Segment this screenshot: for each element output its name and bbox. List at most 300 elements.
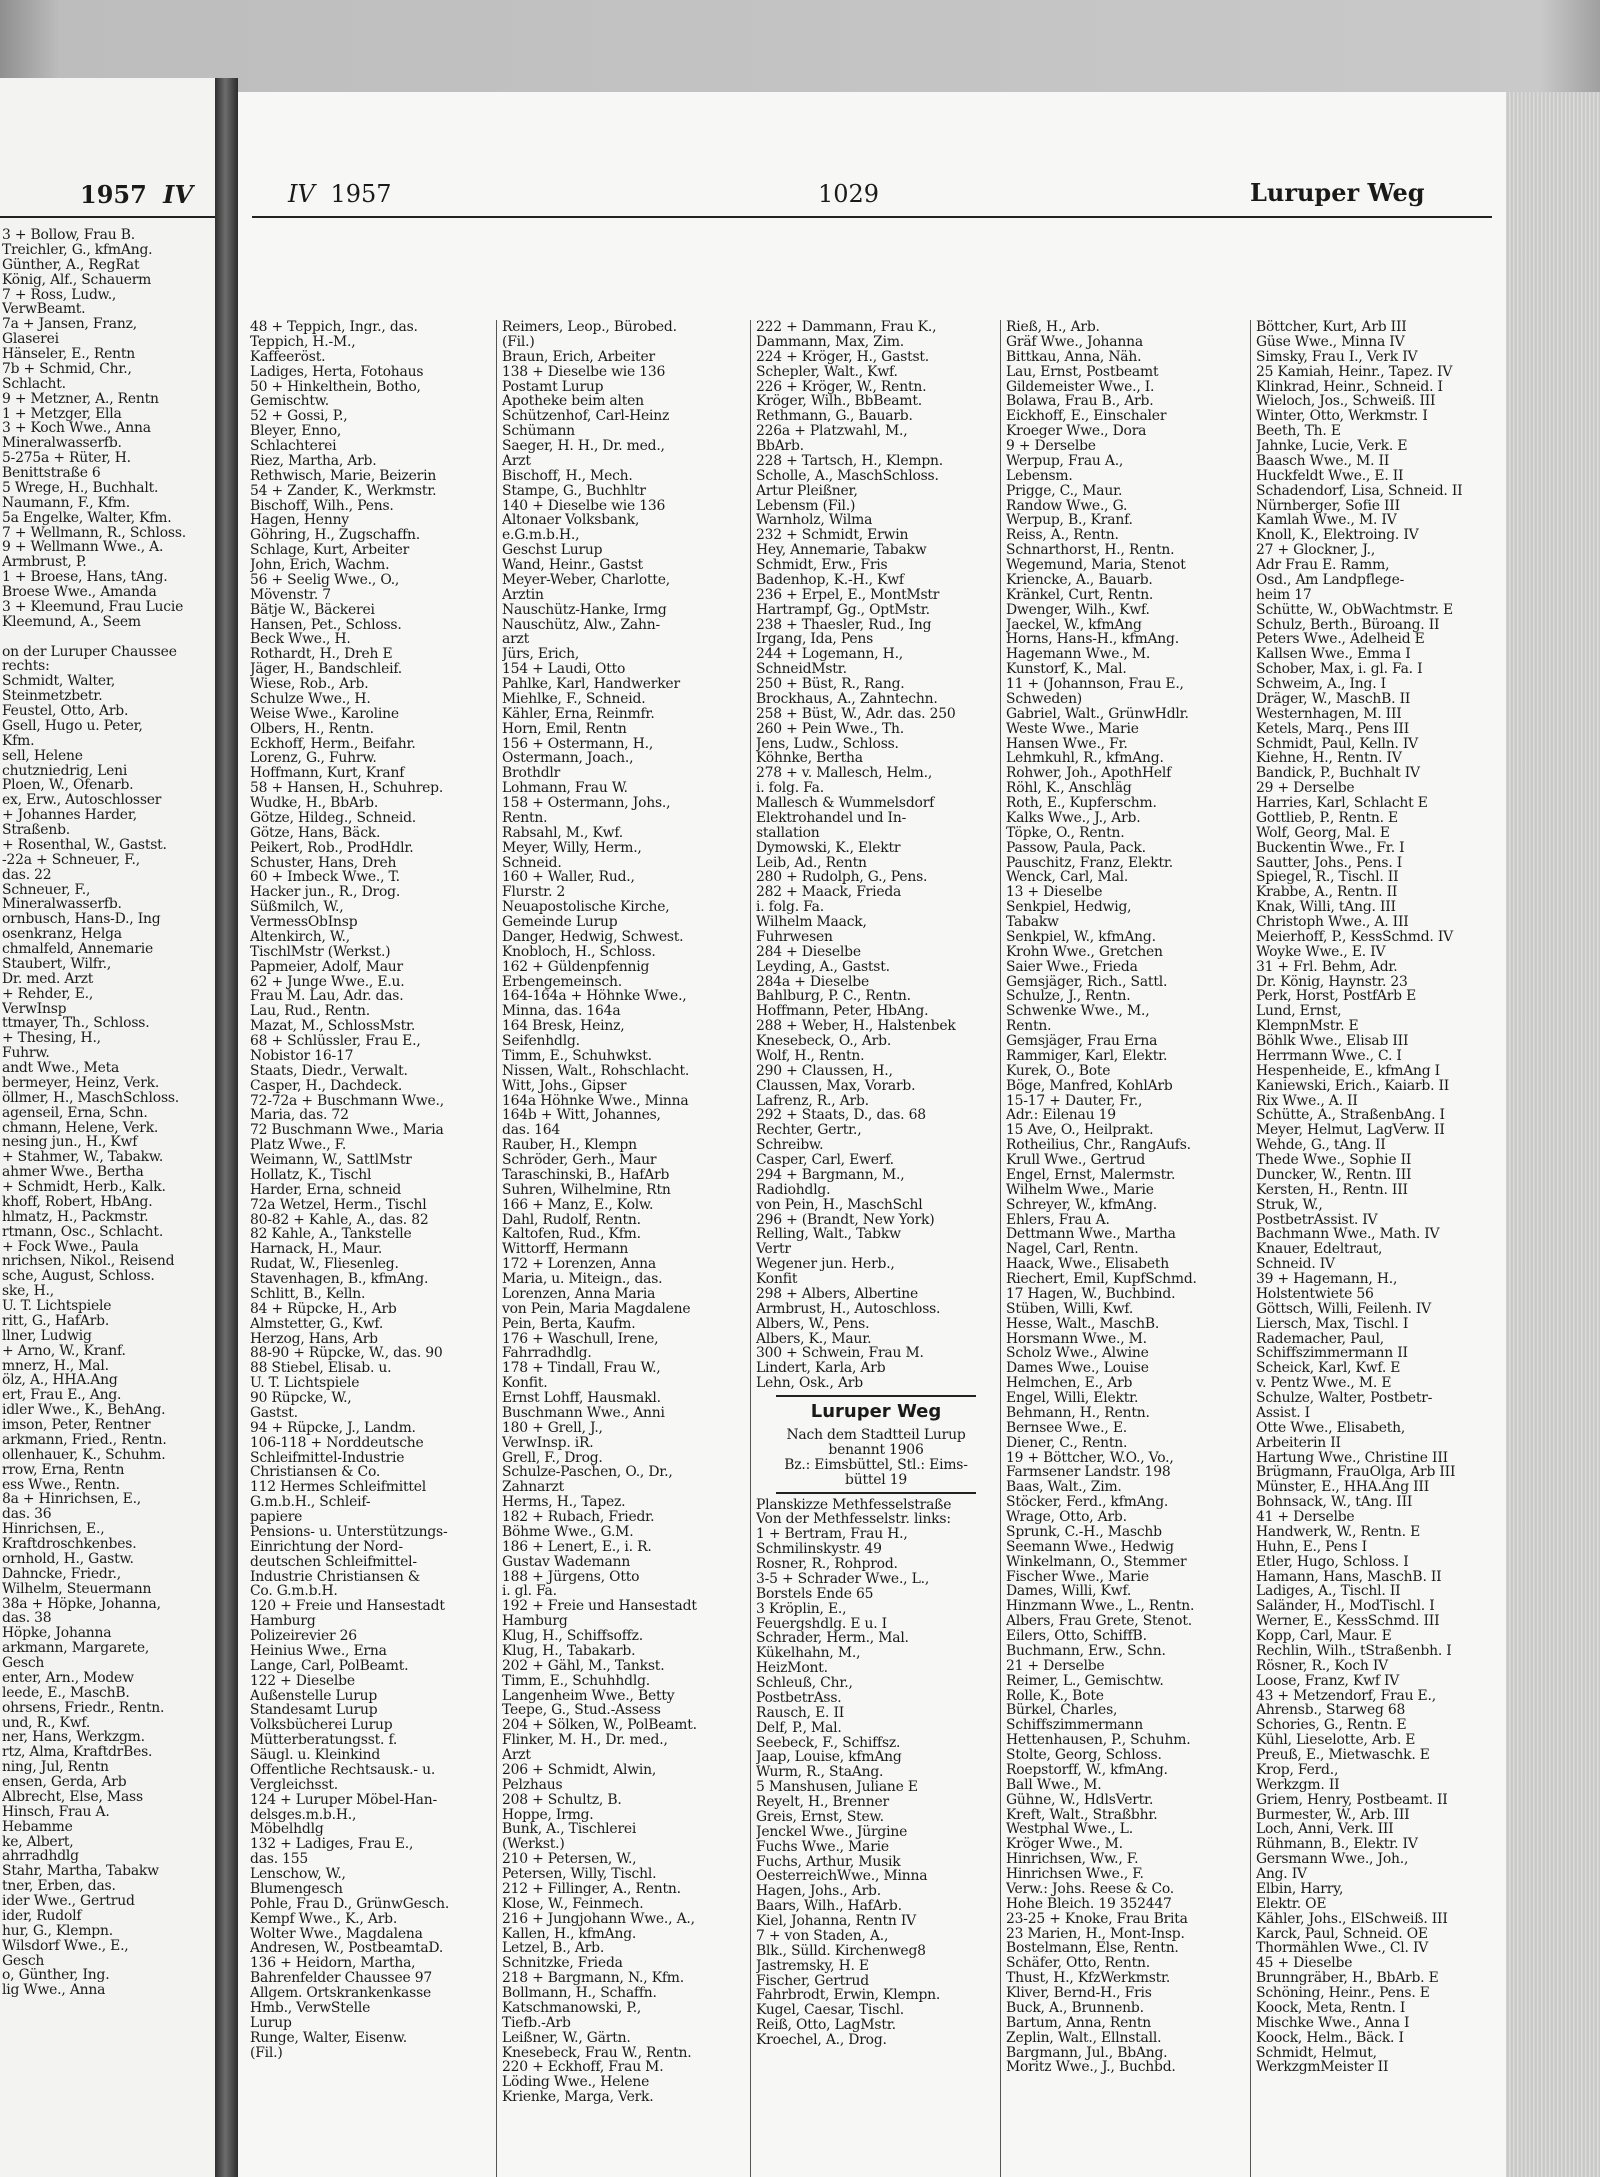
directory-entry-line: Irgang, Ida, Pens [756, 632, 874, 648]
directory-entry-line: Adr Frau E. Ramm, [1256, 558, 1390, 573]
directory-entry-line: Preuß, E., Mietwaschk. E [1256, 1748, 1430, 1763]
directory-entry-line: Bätje W., Bäckerei [250, 602, 375, 618]
column-2 [502, 320, 746, 2105]
directory-entry-line: chmann, Helene, Verk. [2, 1120, 159, 1136]
directory-entry-line: Wilhelm Maack, [756, 915, 867, 930]
directory-entry-line: Buchmann, Erw., Schn. [1006, 1643, 1166, 1659]
directory-entry-line: Saländer, H., ModTischl. I [1256, 1599, 1435, 1615]
directory-entry-line: Heinius Wwe., Erna [250, 1643, 387, 1659]
directory-entry-line: Maria, u. Miteign., das. [502, 1272, 663, 1287]
directory-entry-line: Ladiges, A., Tischl. II [1256, 1584, 1401, 1600]
directory-entry-line: Eickhoff, E., Einschaler [1006, 409, 1167, 425]
directory-entry-line: 7 + Ross, Ludw., [2, 287, 117, 303]
directory-entry-line: Krienke, Marga, Verk. [502, 2090, 654, 2105]
directory-entry-line: Bachmann Wwe., Math. IV [1256, 1227, 1440, 1243]
directory-entry-line: Buckentin Wwe., Fr. I [1256, 840, 1405, 856]
directory-entry-line: 280 + Rudolph, G., Pens. [756, 870, 928, 886]
directory-entry-line: 154 + Laudi, Otto [502, 662, 626, 677]
directory-entry-line: Otte Wwe., Elisabeth, [1256, 1420, 1406, 1436]
directory-entry-line: Zahnarzt [502, 1480, 565, 1496]
directory-entry-line: Leib, Ad., Rentn [756, 855, 867, 871]
directory-entry-line: Roth, E., Kupferschm. [1006, 796, 1157, 811]
directory-entry-line: ritt, G., HafArb. [2, 1313, 110, 1329]
directory-entry-line: chutzniedrig, Leni [2, 763, 128, 779]
directory-entry-line: stallation [756, 825, 820, 841]
directory-entry-line: Wieloch, Jos., Schweiß. III [1256, 394, 1436, 410]
directory-entry-line: Weste Wwe., Marie [1006, 721, 1139, 737]
directory-entry-line: Stöcker, Ferd., kfmAng. [1006, 1495, 1169, 1510]
directory-entry-line: Tiefb.-Arb [502, 2015, 571, 2031]
directory-entry-line: Rotheilius, Chr., RangAufs. [1006, 1138, 1191, 1153]
directory-entry-line: Winkelmann, O., Stemmer [1006, 1554, 1187, 1570]
directory-entry-line: Pohle, Frau D., GrünwGesch. [250, 1896, 450, 1912]
directory-entry-line: Lund, Ernst, [1256, 1004, 1342, 1020]
directory-entry-line: 45 + Dieselbe [1256, 1956, 1353, 1972]
directory-entry-line: Saeger, H. H., Dr. med., [502, 439, 665, 454]
book-gutter [215, 78, 238, 2177]
directory-entry-line: Andresen, W., PostbeamtaD. [250, 1941, 444, 1957]
directory-entry-line: enter, Arn., Modew [2, 1670, 134, 1686]
directory-entry-line: Apotheke beim alten [502, 394, 644, 410]
directory-entry-line: + Arno, W., Kranf. [2, 1343, 126, 1359]
directory-entry-line: 52 + Gossi, P., [250, 409, 348, 425]
directory-entry-line: leede, E., MaschB. [2, 1685, 130, 1701]
directory-entry-line: -22a + Schneuer, F., [2, 852, 140, 868]
directory-entry-line: Rieß, H., Arb. [1006, 320, 1100, 335]
directory-entry-line: Kroeger Wwe., Dora [1006, 424, 1147, 439]
directory-entry-line: Wand, Heinr., Gastst [502, 558, 643, 573]
directory-entry-line: 136 + Heidorn, Martha, [250, 1956, 416, 1972]
directory-entry-line: Fuchs, Arthur, Musik [756, 1854, 901, 1870]
directory-entry-line: Letzel, B., Arb. [502, 1941, 605, 1957]
directory-entry-line: Hamburg [502, 1614, 568, 1629]
directory-entry-line: ex, Erw., Autoschlosser [2, 793, 162, 809]
directory-entry-line: 208 + Schultz, B. [502, 1792, 622, 1808]
directory-entry-line: 15 Ave, O., Heilprakt. [1006, 1123, 1154, 1139]
directory-entry-line: 72a Wetzel, Herm., Tischl [250, 1197, 427, 1213]
directory-entry-line: Wilhelm, Steuermann [2, 1581, 152, 1597]
directory-entry-line: Hesse, Walt., MaschB. [1006, 1316, 1160, 1332]
directory-entry-line: Sprunk, C.-H., Maschb [1006, 1524, 1162, 1540]
directory-entry-line: Schümann [502, 424, 575, 439]
directory-entry-line: 60 + Imbeck Wwe., T. [250, 870, 400, 886]
left-column [2, 228, 217, 1998]
directory-entry-line: Albrecht, Else, Mass [2, 1789, 143, 1805]
directory-entry-line: Assist. I [1256, 1405, 1310, 1421]
directory-entry-line: 38a + Höpke, Johanna, [2, 1596, 161, 1612]
directory-entry-line: Brügmann, FrauOlga, Arb III [1256, 1465, 1456, 1481]
directory-entry-line: (Fil.) [502, 334, 535, 350]
directory-entry-line: Spiegel, R., Tischl. II [1256, 870, 1399, 886]
directory-entry-line: Werpup, Frau A., [1006, 453, 1124, 469]
directory-entry-line: Wiese, Rob., Arb. [250, 677, 369, 692]
directory-entry-line: Stampe, G., Buchhltr [502, 483, 646, 499]
directory-entry-line: Kliver, Bernd-H., Fris [1006, 1986, 1152, 2001]
directory-entry-line: 176 + Waschull, Irene, [502, 1331, 659, 1347]
directory-entry-line: Timm, E., Schuhwkst. [502, 1048, 652, 1064]
directory-entry-line: i. folg. Fa. [756, 781, 824, 796]
directory-entry-line: Brockhaus, A., Zahntechn. [756, 691, 938, 707]
directory-entry-line: Wrage, Otto, Arb. [1006, 1510, 1127, 1525]
directory-entry-line: Westernhagen, M. III [1256, 706, 1402, 722]
directory-entry-line: Hmb., VerwStelle [250, 2000, 371, 2016]
directory-entry-line: OesterreichWwe., Minna [756, 1869, 928, 1885]
directory-entry-line: lig Wwe., Anna [2, 1983, 106, 1999]
directory-entry-line: Meyer-Weber, Charlotte, [502, 572, 671, 588]
directory-entry-line: Broese Wwe., Amanda [2, 585, 157, 600]
directory-entry-line: Gesch [2, 1656, 45, 1671]
directory-entry-line: ahrradhdlg [2, 1849, 79, 1865]
directory-entry-line: Götze, Hildeg., Schneid. [250, 810, 417, 826]
directory-entry-line: Kröger Wwe., M. [1006, 1837, 1123, 1853]
directory-entry-line: Co. G.m.b.H. [250, 1584, 338, 1600]
directory-entry-line: ess Wwe., Rentn. [2, 1477, 120, 1493]
directory-entry-line: Leyding, A., Gastst. [756, 959, 890, 975]
directory-entry-line: ornhold, H., Gastw. [2, 1551, 134, 1567]
directory-entry-line: Weimann, W., SattlMstr [250, 1153, 412, 1168]
directory-entry-line: Öffentliche Rechtsausk.- u. [250, 1762, 436, 1778]
directory-entry-line: Teepe, G., Stud.-Assess [502, 1703, 661, 1719]
directory-entry-line: Adr.: Eilenau 19 [1006, 1108, 1116, 1124]
directory-entry-line: Haack, Wwe., Elisabeth [1006, 1257, 1170, 1272]
directory-entry-line: deutschen Schleifmittel- [250, 1554, 417, 1570]
directory-entry-line: 1 + Broese, Hans, tAng. [2, 570, 168, 585]
directory-entry-line: Baars, Wilh., HafArb. [756, 1899, 902, 1914]
directory-entry-line: Struk, W., [1256, 1197, 1323, 1213]
directory-entry-line: Kiehne, H., Rentn. IV [1256, 751, 1402, 767]
directory-entry-line: Planskizze Methfesselstraße [756, 1497, 952, 1513]
directory-entry-line: Lafrenz, R., Arb. [756, 1093, 869, 1109]
directory-entry-line: 160 + Waller, Rud., [502, 870, 635, 886]
directory-entry-line: Stavenhagen, B., kfmAng. [250, 1272, 429, 1287]
directory-entry-line: Knesebeck, Frau W., Rentn. [502, 2045, 692, 2061]
directory-entry-line: büttel 19 [845, 1472, 907, 1488]
directory-entry-line: Buck, A., Brunnenb. [1006, 2000, 1144, 2016]
directory-entry-line: Wurm, R., StaAng. [756, 1765, 884, 1781]
directory-entry-line: Kühl, Lieselotte, Arb. E [1256, 1733, 1416, 1748]
directory-entry-line: Rolle, K., Bote [1006, 1688, 1104, 1704]
directory-entry-line: Farmsener Landstr. 198 [1006, 1465, 1171, 1481]
directory-entry-line: das. 38 [2, 1611, 52, 1627]
directory-entry-line: 62 + Junge Wwe., E.u. [250, 974, 405, 990]
directory-entry-line: Mazat, M., SchlossMstr. [250, 1019, 416, 1034]
directory-entry-line: 120 + Freie und Hansestadt [250, 1599, 445, 1615]
directory-entry-line: 180 + Grell, J., [502, 1420, 603, 1436]
directory-entry-line: arkmann, Margarete, [2, 1641, 150, 1656]
directory-entry-line: Hagen, Henny [250, 513, 349, 529]
directory-entry-line: 106-118 + Norddeutsche [250, 1435, 424, 1451]
directory-entry-line: Christiansen & Co. [250, 1465, 381, 1481]
directory-entry-line: Dettmann Wwe., Martha [1006, 1227, 1176, 1243]
directory-entry-line: nesing jun., H., Kwf [2, 1135, 138, 1151]
directory-entry-line: Bostelmann, Else, Rentn. [1006, 1941, 1179, 1957]
directory-entry-line: Hansen Wwe., Fr. [1006, 736, 1128, 752]
directory-entry-line: Steinmetzbetr. [2, 689, 103, 704]
directory-entry-line: 216 + Jungjohann Wwe., A., [502, 1911, 695, 1927]
directory-entry-line: Gemsjäger, Rich., Sattl. [1006, 974, 1168, 990]
street-block-rule-top [776, 1395, 976, 1397]
directory-entry-line: Staats, Diedr., Verwalt. [250, 1063, 408, 1079]
directory-entry-line: Fischer, Gertrud [756, 1973, 869, 1989]
directory-entry-line: 1 + Metzger, Ella [2, 406, 122, 422]
directory-entry-line: 58 + Hansen, H., Schuhrep. [250, 781, 444, 796]
directory-entry-line: 292 + Staats, D., das. 68 [756, 1108, 926, 1124]
directory-entry-line: Beck Wwe., H. [250, 632, 351, 648]
directory-entry-line: 5 Wrege, H., Buchhalt. [2, 480, 159, 496]
directory-entry-line: Hamburg [250, 1614, 316, 1629]
directory-entry-line: Münster, E., HHA.Ang III [1256, 1480, 1429, 1496]
directory-entry-line: 124 + Luruper Möbel-Han- [250, 1792, 437, 1808]
directory-entry-line: 54 + Zander, K., Werkmstr. [250, 483, 437, 499]
directory-entry-line: Klose, W., Feinmech. [502, 1896, 644, 1912]
directory-entry-line: 158 + Ostermann, Johs., [502, 796, 671, 811]
directory-entry-line: 5-275a + Rüter, H. [2, 451, 131, 466]
directory-entry-line: Böttcher, Kurt, Arb III [1256, 320, 1407, 335]
directory-entry-line: 236 + Erpel, E., MontMstr [756, 587, 940, 603]
directory-entry-line: Dymowski, K., Elektr [756, 840, 901, 856]
directory-entry-line: Arzt [502, 453, 531, 469]
directory-entry-line: heim 17 [1256, 587, 1312, 603]
directory-entry-line: Hey, Annemarie, Tabakw [756, 543, 927, 558]
directory-entry-line: Scholz Wwe., Alwine [1006, 1346, 1149, 1362]
directory-entry-line: 19 + Böttcher, W.O., Vo., [1006, 1450, 1174, 1466]
directory-entry-line: VerwBeamt. [2, 302, 86, 318]
directory-entry-line: Neuapostolische Kirche, [502, 900, 670, 915]
directory-entry-line: Krohn Wwe., Gretchen [1006, 944, 1163, 960]
directory-entry-line: Hamann, Hans, MaschB. II [1256, 1569, 1442, 1585]
directory-entry-line: Gemischtw. [250, 394, 330, 410]
left-header-rule [0, 216, 215, 218]
directory-entry-line: 11 + (Johannson, Frau E., [1006, 677, 1184, 692]
directory-entry-line: Herrmann Wwe., C. I [1256, 1048, 1402, 1064]
directory-entry-line: Meierhoff, P., KessSchmd. IV [1256, 929, 1453, 945]
directory-entry-line: König, Alf., Schauerm [2, 272, 152, 288]
directory-entry-line: PostbetrAss. [756, 1690, 842, 1706]
directory-entry-line: Schlachterei [250, 439, 337, 454]
directory-entry-line: 3 Kröplin, E., [756, 1601, 847, 1617]
directory-entry-line: Arztin [502, 587, 544, 603]
directory-entry-line: Gsell, Hugo u. Peter, [2, 718, 143, 734]
directory-entry-line: ner, Hans, Werkzgm. [2, 1730, 145, 1746]
directory-entry-line: Hagen, Johs., Arb. [756, 1884, 881, 1900]
directory-entry-line: Timm, E., Schuhhdlg. [502, 1673, 650, 1689]
directory-entry-line: 284 + Dieselbe [756, 944, 861, 960]
directory-entry-line: Schlage, Kurt, Arbeiter [250, 543, 410, 558]
directory-entry-line: + Rehder, E., [2, 986, 94, 1002]
directory-entry-line: 84 + Rüpcke, H., Arb [250, 1301, 397, 1317]
directory-entry-line: arkmann, Fried., Rentn. [2, 1432, 167, 1448]
directory-entry-line: Kersten, H., Rentn. III [1256, 1182, 1408, 1198]
directory-entry-line: Langenheim Wwe., Betty [502, 1688, 675, 1704]
directory-entry-line: Kähler, Erna, Reinmfr. [502, 706, 655, 722]
directory-entry-line: Naumann, F., Kfm. [2, 495, 130, 511]
directory-entry-line: Wudke, H., BbArb. [250, 796, 379, 811]
directory-entry-line: Rosner, R., Rohprod. [756, 1557, 898, 1572]
directory-entry-line: Götze, Hans, Bäck. [250, 825, 381, 841]
directory-entry-line: Pein, Berta, Kaufm. [502, 1316, 636, 1332]
directory-entry-line: U. T. Lichtspiele [250, 1376, 360, 1391]
directory-entry-line: o, Günther, Ing. [2, 1968, 110, 1984]
directory-entry-line: Stahr, Martha, Tabakw [2, 1864, 159, 1880]
directory-entry-line: Kfm. [2, 733, 35, 749]
directory-entry-line: Beeth, Th. E [1256, 424, 1341, 439]
directory-entry-line: 220 + Eckhoff, Frau M. [502, 2060, 664, 2076]
directory-entry-line: Schütte, W., ObWachtmstr. E [1256, 602, 1454, 618]
directory-entry-line: Kaffeeröst. [250, 349, 326, 365]
directory-entry-line: Rechlin, Wilh., tStraßenbh. I [1256, 1643, 1452, 1659]
directory-entry-line: Griem, Henry, Postbeamt. II [1256, 1792, 1448, 1808]
directory-entry-line: Thust, H., KfzWerkmstr. [1006, 1971, 1171, 1986]
directory-entry-line: Wenck, Carl, Mal. [1006, 870, 1129, 886]
directory-entry-line: 21 + Derselbe [1006, 1658, 1105, 1674]
directory-entry-line: Scholle, A., MaschSchloss. [756, 468, 939, 484]
directory-entry-line: ider Wwe., Gertrud [2, 1894, 135, 1909]
directory-entry-line: TischlMstr (Werkst.) [250, 944, 391, 960]
directory-entry-line: Schütte, A., StraßenbAng. I [1256, 1108, 1445, 1124]
directory-entry-line: Peters Wwe., Adelheid E [1256, 632, 1425, 648]
directory-entry-line: Rethmann, G., Bauarb. [756, 409, 913, 425]
directory-entry-line: Löding Wwe., Helene [502, 2075, 650, 2091]
directory-entry-line: andt Wwe., Meta [2, 1061, 120, 1076]
directory-entry-line: Brothdlr [502, 766, 561, 782]
directory-entry-line: Eckhoff, Herm., Beifahr. [250, 736, 416, 752]
directory-entry-line: Schmidt, Helmut, [1256, 2045, 1377, 2061]
directory-entry-line: Glaserei [2, 332, 59, 347]
directory-entry-line: Koock, Helm., Bäck. I [1256, 2030, 1404, 2046]
directory-entry-line: Arbeiterin II [1256, 1435, 1341, 1451]
directory-entry-line: Bischoff, Wilh., Pens. [250, 498, 394, 514]
directory-entry-line: Schuster, Hans, Dreh [250, 855, 397, 871]
directory-entry-line: llner, Ludwig [2, 1328, 92, 1344]
directory-entry-line: Pauschitz, Franz, Elektr. [1006, 855, 1173, 871]
directory-entry-line: 172 + Lorenzen, Anna [502, 1257, 656, 1272]
directory-entry-line: Baasch Wwe., M. II [1256, 453, 1390, 469]
left-header-year: 1957 [80, 180, 147, 209]
directory-entry-line: Dahncke, Friedr., [2, 1566, 121, 1582]
directory-entry-line: 3 + Kleemund, Frau Lucie [2, 599, 184, 615]
directory-entry-line: Loch, Anni, Verk. III [1256, 1822, 1394, 1838]
directory-entry-line: Blumengesch [250, 1881, 343, 1897]
directory-entry-line: Helmchen, E., Arb [1006, 1376, 1133, 1391]
directory-entry-line: Hinsch, Frau A. [2, 1804, 110, 1820]
street-block-rule-bottom [776, 1492, 976, 1494]
directory-entry-line: Flurstr. 2 [502, 885, 566, 901]
directory-entry-line: Rabsahl, M., Kwf. [502, 825, 623, 841]
directory-entry-line: 5a Engelke, Walter, Kfm. [2, 510, 172, 526]
directory-entry-line: Almstetter, G., Kwf. [250, 1316, 384, 1332]
directory-entry-line: Harries, Karl, Schlacht E [1256, 796, 1428, 811]
directory-entry-line: Gühne, W., HdlsVertr. [1006, 1792, 1154, 1808]
directory-entry-line: Sautter, Johs., Pens. I [1256, 855, 1403, 871]
directory-entry-line: Jens, Ludw., Schloss. [756, 736, 899, 752]
directory-entry-line: Seifenhdlg. [502, 1034, 580, 1049]
directory-entry-line: 39 + Hagemann, H., [1256, 1272, 1398, 1287]
directory-entry-line: Herms, H., Tapez. [502, 1495, 626, 1510]
directory-entry-line: Schlitt, B., Kelln. [250, 1286, 366, 1302]
directory-entry-line: WerkzgmMeister II [1256, 2060, 1389, 2076]
directory-entry-line: 43 + Metzendorf, Frau E., [1256, 1688, 1436, 1704]
right-header-year: 1957 [330, 180, 392, 208]
directory-entry-line: tner, Erben, das. [2, 1879, 116, 1894]
directory-entry-line: Bittkau, Anna, Näh. [1006, 349, 1142, 365]
directory-entry-line: Rausch, E. II [756, 1705, 845, 1721]
directory-entry-line: Kreft, Walt., Straßbhr. [1006, 1807, 1158, 1823]
directory-entry-line: Möbelhdlg [250, 1822, 324, 1838]
directory-entry-line: Engel, Willi, Elektr. [1006, 1391, 1139, 1406]
directory-entry-line: Horns, Hans-H., kfmAng. [1006, 632, 1179, 648]
directory-entry-line: Knoll, K., Elektroing. IV [1256, 528, 1419, 544]
directory-entry-line: Nissen, Walt., Rohschlacht. [502, 1063, 690, 1079]
directory-entry-line: Schiffszimmermann [1006, 1718, 1144, 1734]
directory-entry-line: Süßmilch, W., [250, 900, 344, 915]
directory-entry-line: Weise Wwe., Karoline [250, 706, 399, 722]
directory-entry-line: Hoffmann, Kurt, Kranf [250, 766, 405, 782]
directory-entry-line: Schmidt, Walter, [2, 674, 116, 690]
directory-entry-line: idler Wwe., K., BehAng. [2, 1403, 166, 1418]
directory-entry-line: i. folg. Fa. [756, 900, 824, 915]
directory-entry-line: Osd., Am Landpflege- [1256, 572, 1405, 588]
directory-entry-line: Schöning, Heinr., Pens. E [1256, 1986, 1430, 2001]
directory-entry-line: Schreyer, W., kfmAng. [1006, 1197, 1158, 1213]
directory-entry-line: Elektrohandel und In- [756, 810, 907, 826]
directory-entry-line: Rentn. [1006, 1019, 1052, 1034]
directory-entry-line: Engel, Ernst, Malermstr. [1006, 1167, 1176, 1183]
directory-entry-line: Thormählen Wwe., Cl. IV [1256, 1941, 1429, 1957]
directory-entry-line: Dr. med. Arzt [2, 971, 94, 987]
directory-entry-line: Schweden) [1006, 691, 1083, 707]
directory-entry-line: Hoppe, Irmg. [502, 1807, 594, 1823]
directory-entry-line: VerwInsp [2, 1001, 67, 1017]
directory-entry-line: Hettenhausen, P., Schuhm. [1006, 1733, 1191, 1748]
directory-entry-line: Kempf Wwe., K., Arb. [250, 1911, 398, 1927]
directory-entry-line: e.G.m.b.H., [502, 528, 580, 544]
page-fore-edge [1506, 92, 1600, 2177]
directory-entry-line: 23-25 + Knoke, Frau Brita [1006, 1911, 1188, 1927]
directory-entry-line: Staubert, Wilfr., [2, 956, 112, 972]
directory-entry-line: Nauschütz, Alw., Zahn- [502, 617, 660, 633]
left-page [0, 78, 217, 2177]
directory-entry-line: Hacker jun., R., Drog. [250, 885, 401, 901]
directory-entry-line: Rechter, Gertr., [756, 1123, 862, 1139]
directory-entry-line: Danger, Hedwig, Schwest. [502, 929, 684, 945]
directory-entry-line: Schlacht. [2, 376, 66, 392]
directory-entry-line: Schleuß, Chr., [756, 1676, 853, 1691]
directory-entry-line: Knesebeck, O., Arb. [756, 1034, 892, 1049]
directory-entry-line: Ball Wwe., M. [1006, 1777, 1102, 1793]
directory-entry-line: Schepler, Walt., Kwf. [756, 364, 898, 380]
directory-entry-line: John, Erich, Wachm. [250, 558, 390, 573]
directory-entry-line: das. 22 [2, 867, 52, 883]
directory-entry-line: Baas, Walt., Zim. [1006, 1480, 1122, 1496]
directory-entry-line: Nobistor 16-17 [250, 1048, 354, 1064]
directory-entry-line: Kamlah Wwe., M. IV [1256, 513, 1397, 529]
directory-entry-line: Saier Wwe., Frieda [1006, 959, 1138, 975]
directory-entry-line: Teppich, H.-M., [250, 334, 356, 350]
directory-entry-line: Schneid. [502, 855, 562, 871]
directory-entry-line: 178 + Tindall, Frau W., [502, 1361, 661, 1377]
directory-entry-line: i. gl. Fa. [502, 1584, 557, 1600]
directory-entry-line: Treichler, G., kfmAng. [2, 242, 153, 258]
directory-entry-line: 204 + Sölken, W., PolBeamt. [502, 1718, 697, 1734]
directory-entry-line: 260 + Pein Wwe., Th. [756, 721, 904, 737]
directory-entry-line: Güse Wwe., Minna IV [1256, 334, 1405, 350]
directory-entry-line: von Pein, H., MaschSchl [756, 1197, 923, 1213]
directory-entry-line: Reyelt, H., Brenner [756, 1795, 889, 1810]
directory-entry-line: ning, Jul, Rentn [2, 1760, 109, 1775]
directory-entry-line: 258 + Büst, W., Adr. das. 250 [756, 706, 956, 722]
directory-entry-line: Knauer, Edeltraut, [1256, 1242, 1383, 1258]
directory-entry-line: Ehlers, Frau A. [1006, 1212, 1110, 1228]
